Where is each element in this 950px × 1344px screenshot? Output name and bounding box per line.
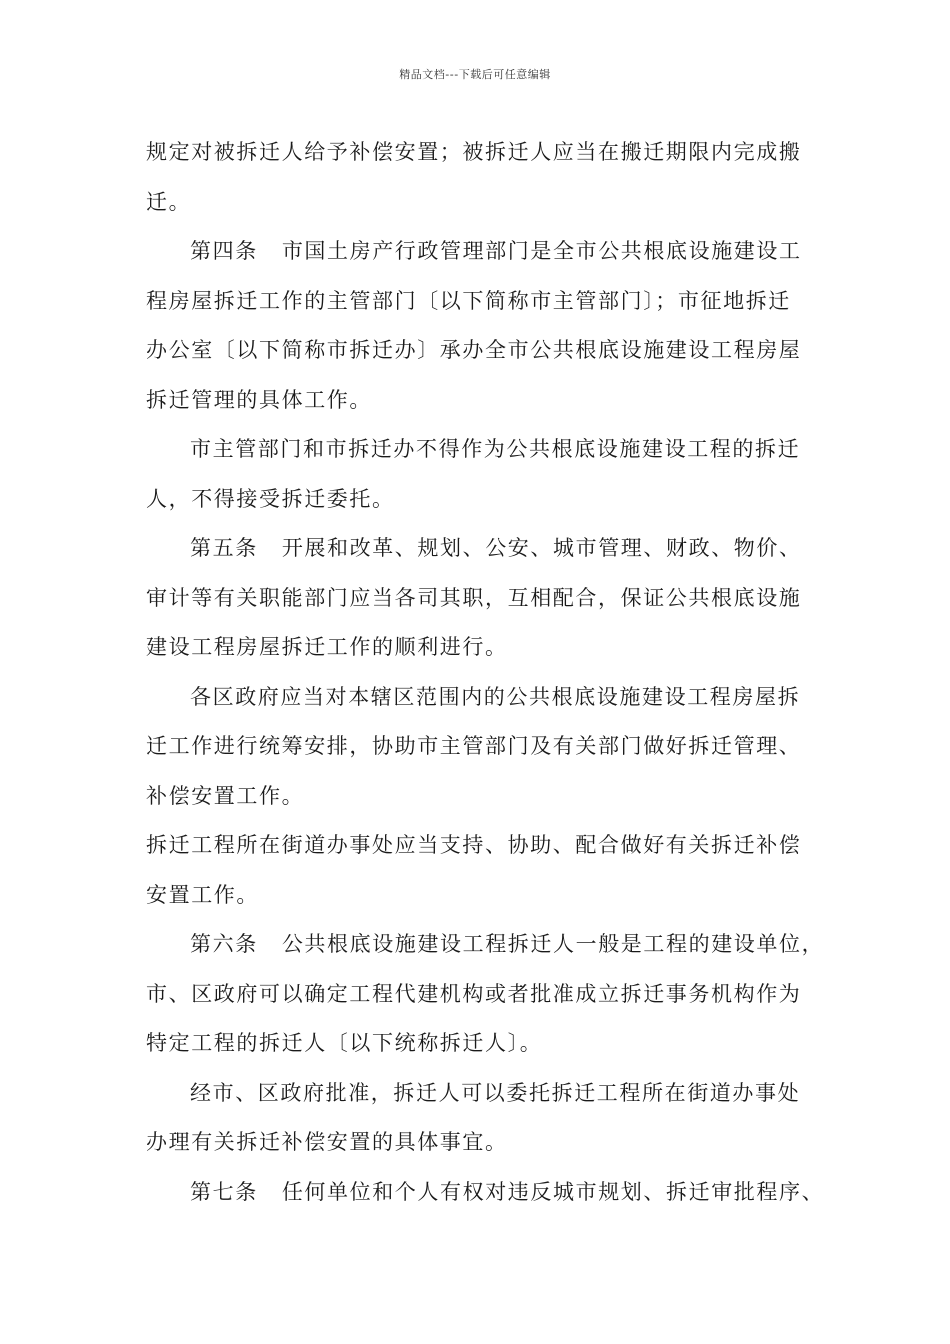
text-line: 建设工程房屋拆迁工作的顺利进行。 [146, 635, 508, 659]
article-number: 第六条 [190, 932, 258, 956]
article-line [146, 1168, 826, 1218]
article-text: 公共根底设施建设工程拆迁人一般是工程的建设单位， [281, 932, 825, 956]
article-line [146, 920, 826, 970]
text-line: 办理有关拆迁补偿安置的具体事宜。 [146, 1130, 508, 1154]
page-header: 精品文档---下载后可任意编辑 [399, 68, 551, 81]
text-line: 各区政府应当对本辖区范围内的公共根底设施建设工程房屋拆 [190, 684, 801, 709]
text-line: 拆迁工程所在街道办事处应当支持、协助、配合做好有关拆迁补偿 [146, 833, 802, 857]
article-text: 市国土房产行政管理部门是全市公共根底设施建设工 [281, 239, 802, 263]
text-line: 拆迁管理的具体工作。 [146, 387, 372, 412]
text-line: 规定对被拆迁人给予补偿安置；被拆迁人应当在搬迁期限内完成搬 [146, 140, 802, 164]
article-text: 任何单位和个人有权对违反城市规划、拆迁审批程序、 [281, 1179, 825, 1204]
text-line: 程房屋拆迁工作的主管部门〔以下简称市主管部门〕；市征地拆迁 [146, 288, 791, 313]
text-line: 经市、区政府批准，拆迁人可以委托拆迁工程所在街道办事处 [190, 1080, 801, 1105]
text-line: 市、区政府可以确定工程代建机构或者批准成立拆迁事务机构作为 [146, 981, 802, 1006]
text-line: 人，不得接受拆迁委托。 [146, 486, 395, 511]
article-text: 开展和改革、规划、公安、城市管理、财政、物价、 [281, 536, 802, 560]
text-line: 市主管部门和市拆迁办不得作为公共根底设施建设工程的拆迁 [190, 437, 801, 461]
text-line: 迁。 [146, 189, 192, 214]
text-line: 特定工程的拆迁人〔以下统称拆迁人〕。 [146, 1031, 543, 1055]
article-number: 第七条 [190, 1179, 258, 1204]
article-line [146, 227, 826, 277]
article-line [146, 524, 826, 574]
text-line: 迁工作进行统筹安排，协助市主管部门及有关部门做好拆迁管理、 [146, 734, 802, 758]
document-body [146, 128, 826, 1217]
text-line: 审计等有关职能部门应当各司其职，互相配合，保证公共根底设施 [146, 585, 802, 610]
article-number: 第五条 [190, 536, 258, 560]
text-line: 补偿安置工作。 [146, 783, 305, 808]
article-number: 第四条 [190, 239, 258, 263]
text-line: 办公室〔以下简称市拆迁办〕承办全市公共根底设施建设工程房屋 [146, 338, 802, 362]
text-line: 安置工作。 [146, 882, 259, 907]
